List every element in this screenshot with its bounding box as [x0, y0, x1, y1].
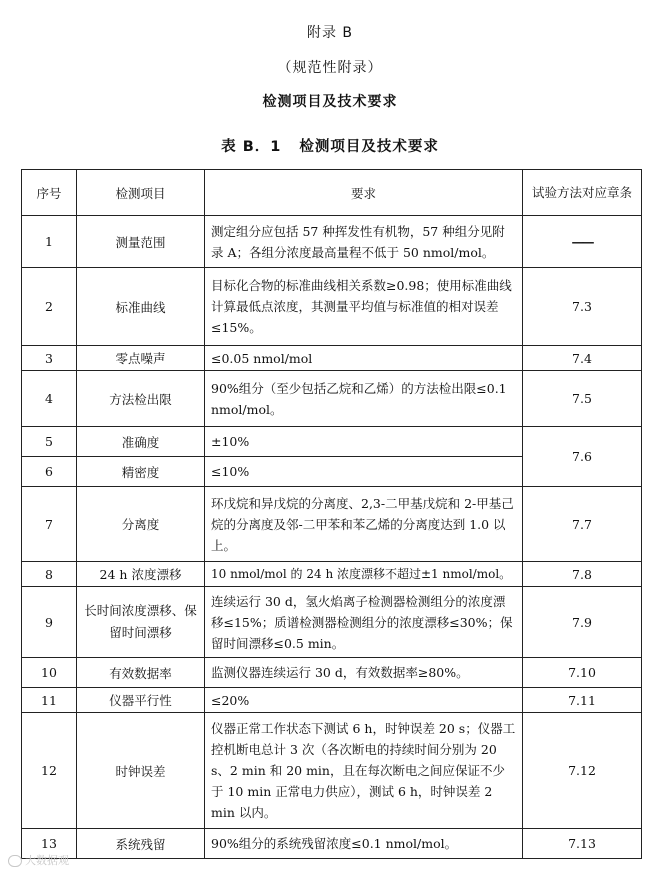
- row-no: 13: [22, 829, 77, 859]
- row-requirement: 10 nmol/mol 的 24 h 浓度漂移不超过±1 nmol/mol。: [205, 562, 523, 587]
- table-row: [22, 487, 642, 562]
- table-row: [22, 587, 642, 658]
- row-requirement: 仪器正常工作状态下测试 6 h，时钟误差 20 s；仪器工控机断电总计 3 次（各次断电的持续时间分别为 20 s、2 min 和 20 min，且在每次断电之间应保证不少于 10 min 正常电力供应），测试 6 h，时钟误差 2 min 以内。: [205, 713, 523, 829]
- table-row: [22, 829, 642, 859]
- row-method: 7.7: [523, 487, 642, 562]
- row-no: 6: [22, 457, 77, 487]
- row-requirement: 测定组分应包括 57 种挥发性有机物，57 种组分见附录 A；各组分浓度最高量程不低于 50 nmol/mol。: [205, 216, 523, 268]
- table-row: [22, 427, 642, 457]
- table-row: [22, 268, 642, 346]
- row-requirement: ±10%: [205, 427, 523, 457]
- row-item: 系统残留: [77, 829, 205, 859]
- row-no: 12: [22, 713, 77, 829]
- row-no: 8: [22, 562, 77, 587]
- row-method-value: ——: [571, 234, 593, 249]
- row-requirement: 连续运行 30 d，氢火焰离子检测器检测组分的浓度漂移≤15%；质谱检测器检测组分的浓度漂移≤30%；保留时间漂移≤0.5 min。: [205, 587, 523, 658]
- watermark-text: 大数据观: [25, 854, 69, 867]
- table-row: [22, 562, 642, 587]
- row-item: 精密度: [77, 457, 205, 487]
- row-requirement: 环戊烷和异戊烷的分离度、2,3-二甲基戊烷和 2-甲基己烷的分离度及邻-二甲苯和苯乙烯的分离度达到 1.0 以上。: [205, 487, 523, 562]
- row-requirement: 监测仪器连续运行 30 d，有效数据率≥80%。: [205, 658, 523, 688]
- watermark: [8, 852, 69, 868]
- table-caption: [0, 135, 660, 156]
- row-method-merged: 7.6: [523, 427, 642, 487]
- table-row: [22, 346, 642, 371]
- table-row: [22, 688, 642, 713]
- row-item: 准确度: [77, 427, 205, 457]
- row-requirement: 目标化合物的标准曲线相关系数≥0.98；使用标准曲线计算最低点浓度，其测量平均值与标准值的相对误差≤15%。: [205, 268, 523, 346]
- table-row: [22, 371, 642, 427]
- table-caption-label: 表 B．1: [221, 139, 282, 155]
- row-item: 标准曲线: [77, 268, 205, 346]
- appendix-subject: 检测项目及技术要求: [262, 94, 398, 110]
- row-no: 2: [22, 268, 77, 346]
- row-item: 24 h 浓度漂移: [77, 562, 205, 587]
- header-item: 检测项目: [77, 170, 205, 216]
- table-row: [22, 216, 642, 268]
- header-method: 试验方法对应章条: [523, 170, 642, 216]
- row-item: 时钟误差: [77, 713, 205, 829]
- header-requirement: 要求: [205, 170, 523, 216]
- row-method: 7.10: [523, 658, 642, 688]
- row-method: 7.12: [523, 713, 642, 829]
- requirements-table: [21, 169, 642, 859]
- appendix-title: 附录 B: [306, 25, 354, 41]
- row-item: 零点噪声: [77, 346, 205, 371]
- row-no: 1: [22, 216, 77, 268]
- row-no: 4: [22, 371, 77, 427]
- appendix-nature: （规范性附录）: [277, 60, 383, 76]
- row-item: 方法检出限: [77, 371, 205, 427]
- row-method: 7.13: [523, 829, 642, 859]
- row-requirement: ≤10%: [205, 457, 523, 487]
- row-method: 7.9: [523, 587, 642, 658]
- row-item: 长时间浓度漂移、保留时间漂移: [77, 587, 205, 658]
- row-no: 11: [22, 688, 77, 713]
- header-no: 序号: [22, 170, 77, 216]
- row-method: 7.5: [523, 371, 642, 427]
- row-no: 9: [22, 587, 77, 658]
- row-no: 5: [22, 427, 77, 457]
- row-item: 有效数据率: [77, 658, 205, 688]
- row-item: 测量范围: [77, 216, 205, 268]
- row-method: 7.3: [523, 268, 642, 346]
- row-method: 7.4: [523, 346, 642, 371]
- table-row: [22, 658, 642, 688]
- row-no: 10: [22, 658, 77, 688]
- row-method: [523, 216, 642, 268]
- table-caption-text: 检测项目及技术要求: [299, 139, 439, 155]
- row-requirement: 90%组分的系统残留浓度≤0.1 nmol/mol。: [205, 829, 523, 859]
- row-item: 分离度: [77, 487, 205, 562]
- row-requirement: ≤20%: [205, 688, 523, 713]
- row-requirement: ≤0.05 nmol/mol: [205, 346, 523, 371]
- row-no: 3: [22, 346, 77, 371]
- table-header-row: [22, 170, 642, 216]
- row-item: 仪器平行性: [77, 688, 205, 713]
- row-no: 7: [22, 487, 77, 562]
- wechat-icon: [8, 855, 22, 867]
- row-method: 7.8: [523, 562, 642, 587]
- row-requirement: 90%组分（至少包括乙烷和乙烯）的方法检出限≤0.1 nmol/mol。: [205, 371, 523, 427]
- row-method: 7.11: [523, 688, 642, 713]
- table-row: [22, 713, 642, 829]
